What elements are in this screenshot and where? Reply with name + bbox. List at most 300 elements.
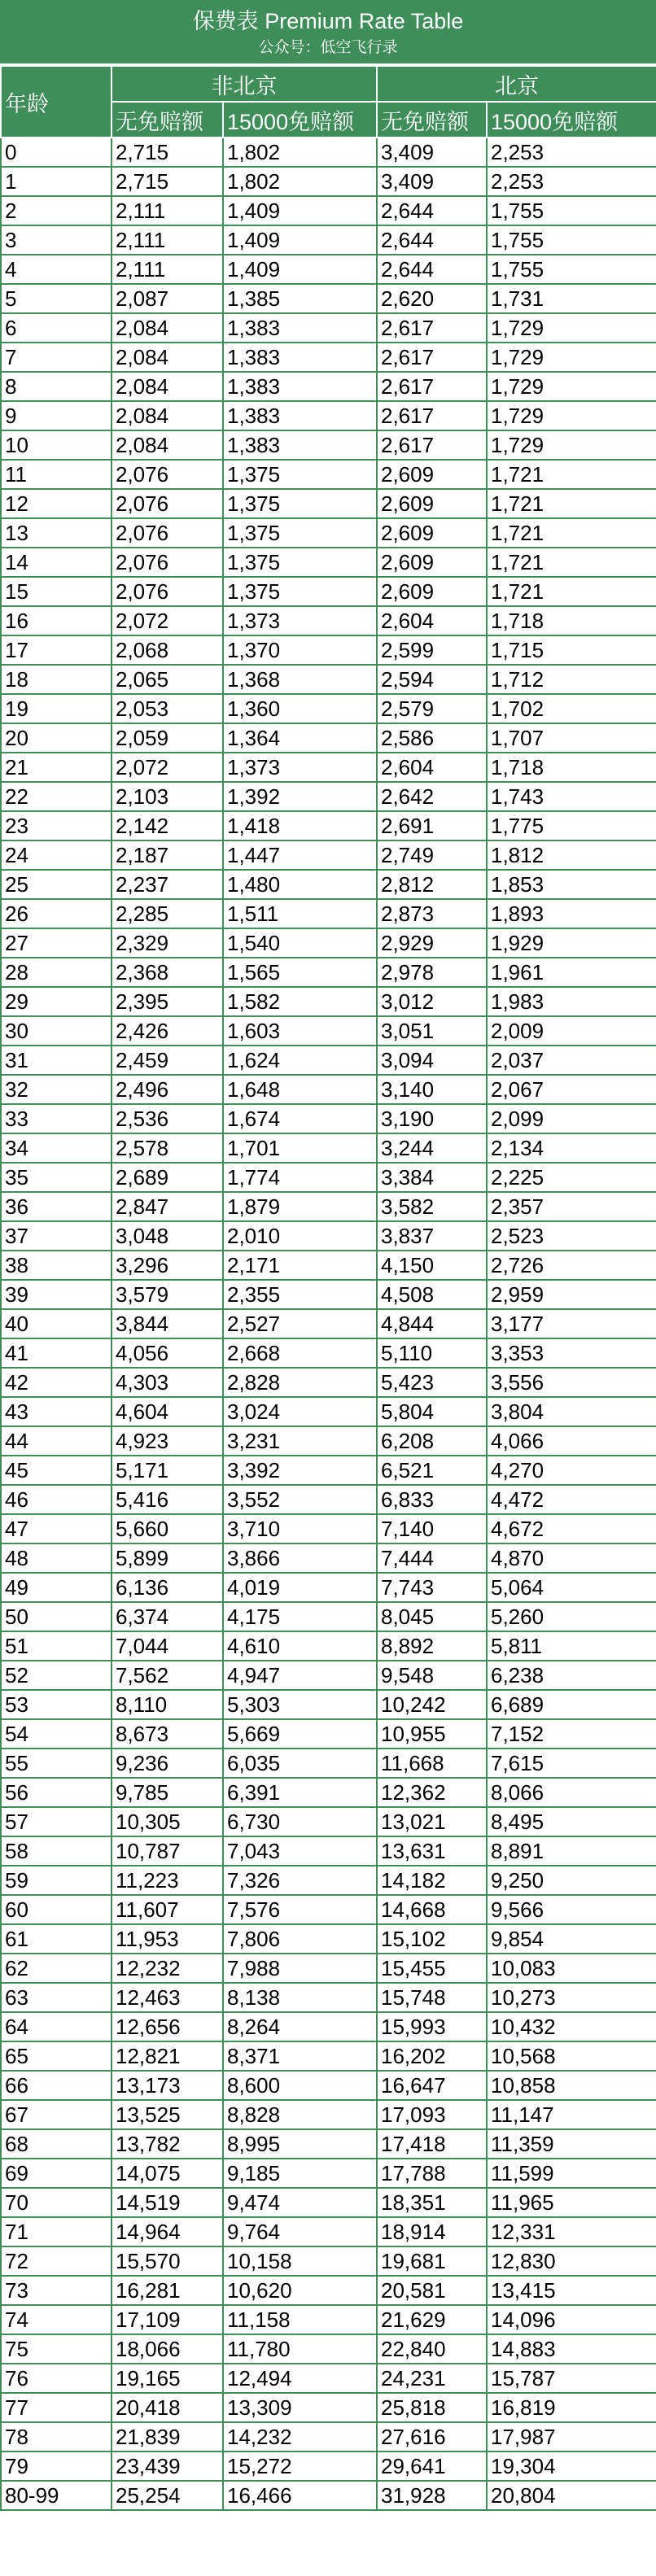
- beijing-15000-deductible-cell: 1,961: [487, 958, 656, 987]
- group-header-non-beijing: 非北京: [112, 66, 377, 102]
- beijing-15000-deductible-cell: 8,495: [487, 1807, 656, 1836]
- beijing-no-deductible-cell: 2,617: [377, 430, 487, 460]
- table-row: [1, 1778, 656, 1807]
- non-beijing-15000-deductible-cell: 9,764: [223, 2217, 377, 2246]
- beijing-15000-deductible-cell: 1,729: [487, 401, 656, 430]
- beijing-15000-deductible-cell: 7,152: [487, 1719, 656, 1749]
- non-beijing-no-deductible-cell: 19,165: [112, 2364, 223, 2393]
- table-row: [1, 1104, 656, 1133]
- non-beijing-15000-deductible-cell: 7,326: [223, 1866, 377, 1895]
- age-cell: 28: [1, 958, 112, 987]
- beijing-no-deductible-cell: 3,837: [377, 1221, 487, 1251]
- beijing-15000-deductible-cell: 10,083: [487, 1954, 656, 1983]
- table-row: [1, 1456, 656, 1485]
- beijing-15000-deductible-cell: 3,804: [487, 1397, 656, 1426]
- non-beijing-15000-deductible-cell: 1,368: [223, 665, 377, 694]
- beijing-15000-deductible-cell: 9,250: [487, 1866, 656, 1895]
- beijing-no-deductible-cell: 2,644: [377, 196, 487, 225]
- beijing-no-deductible-cell: 2,978: [377, 958, 487, 987]
- beijing-15000-deductible-cell: 1,755: [487, 225, 656, 255]
- beijing-no-deductible-cell: 3,409: [377, 138, 487, 167]
- beijing-15000-deductible-cell: 10,432: [487, 2012, 656, 2041]
- age-cell: 56: [1, 1778, 112, 1807]
- beijing-15000-deductible-cell: 3,177: [487, 1309, 656, 1338]
- beijing-no-deductible-cell: 7,140: [377, 1514, 487, 1543]
- age-cell: 30: [1, 1016, 112, 1046]
- table-row: [1, 1866, 656, 1895]
- non-beijing-no-deductible-cell: 14,964: [112, 2217, 223, 2246]
- table-row: [1, 782, 656, 811]
- beijing-no-deductible-cell: 18,351: [377, 2188, 487, 2217]
- beijing-no-deductible-cell: 2,617: [377, 313, 487, 343]
- age-cell: 12: [1, 489, 112, 518]
- table-header: [1, 66, 656, 138]
- table-row: [1, 1280, 656, 1309]
- age-cell: 6: [1, 313, 112, 343]
- table-row: [1, 1983, 656, 2012]
- age-cell: 36: [1, 1192, 112, 1221]
- non-beijing-15000-deductible-cell: 4,947: [223, 1661, 377, 1690]
- non-beijing-15000-deductible-cell: 16,466: [223, 2481, 377, 2510]
- non-beijing-15000-deductible-cell: 1,373: [223, 753, 377, 782]
- non-beijing-no-deductible-cell: 2,237: [112, 870, 223, 899]
- age-cell: 3: [1, 225, 112, 255]
- non-beijing-15000-deductible-cell: 1,375: [223, 460, 377, 489]
- non-beijing-no-deductible-cell: 4,923: [112, 1426, 223, 1456]
- non-beijing-15000-deductible-cell: 12,494: [223, 2364, 377, 2393]
- table-body: [1, 138, 656, 2510]
- non-beijing-15000-deductible-cell: 3,392: [223, 1456, 377, 1485]
- table-row: [1, 1924, 656, 1954]
- table-row: [1, 870, 656, 899]
- non-beijing-15000-deductible-cell: 1,603: [223, 1016, 377, 1046]
- non-beijing-15000-deductible-cell: 1,383: [223, 372, 377, 401]
- non-beijing-15000-deductible-cell: 1,373: [223, 606, 377, 635]
- table-row: [1, 225, 656, 255]
- age-cell: 47: [1, 1514, 112, 1543]
- beijing-no-deductible-cell: 3,094: [377, 1046, 487, 1075]
- non-beijing-no-deductible-cell: 2,076: [112, 548, 223, 577]
- beijing-no-deductible-cell: 2,617: [377, 401, 487, 430]
- beijing-15000-deductible-cell: 2,009: [487, 1016, 656, 1046]
- non-beijing-15000-deductible-cell: 13,309: [223, 2393, 377, 2422]
- non-beijing-no-deductible-cell: 3,048: [112, 1221, 223, 1251]
- beijing-no-deductible-cell: 7,444: [377, 1543, 487, 1573]
- non-beijing-15000-deductible-cell: 1,802: [223, 167, 377, 196]
- age-cell: 16: [1, 606, 112, 635]
- age-cell: 69: [1, 2159, 112, 2188]
- beijing-no-deductible-cell: 2,604: [377, 753, 487, 782]
- non-beijing-no-deductible-cell: 2,065: [112, 665, 223, 694]
- beijing-15000-deductible-cell: 9,566: [487, 1895, 656, 1924]
- non-beijing-15000-deductible-cell: 3,231: [223, 1426, 377, 1456]
- beijing-15000-deductible-cell: 8,066: [487, 1778, 656, 1807]
- age-cell: 39: [1, 1280, 112, 1309]
- beijing-no-deductible-cell: 3,244: [377, 1133, 487, 1163]
- age-cell: 2: [1, 196, 112, 225]
- age-cell: 40: [1, 1309, 112, 1338]
- beijing-no-deductible-cell: 5,110: [377, 1338, 487, 1368]
- beijing-15000-deductible-cell: 4,066: [487, 1426, 656, 1456]
- non-beijing-no-deductible-cell: 18,066: [112, 2334, 223, 2364]
- non-beijing-15000-deductible-cell: 1,418: [223, 811, 377, 840]
- beijing-no-deductible-cell: 14,668: [377, 1895, 487, 1924]
- beijing-no-deductible-cell: 19,681: [377, 2246, 487, 2276]
- table-row: [1, 1163, 656, 1192]
- non-beijing-15000-deductible-cell: 11,158: [223, 2305, 377, 2334]
- non-beijing-15000-deductible-cell: 5,669: [223, 1719, 377, 1749]
- table-row: [1, 1016, 656, 1046]
- table-row: [1, 1309, 656, 1338]
- table-row: [1, 723, 656, 753]
- beijing-no-deductible-cell: 2,873: [377, 899, 487, 928]
- table-row: [1, 284, 656, 313]
- non-beijing-15000-deductible-cell: 2,355: [223, 1280, 377, 1309]
- table-row: [1, 1543, 656, 1573]
- beijing-15000-deductible-cell: 1,718: [487, 606, 656, 635]
- age-cell: 45: [1, 1456, 112, 1485]
- non-beijing-15000-deductible-cell: 11,780: [223, 2334, 377, 2364]
- beijing-no-deductible-cell: 8,045: [377, 1602, 487, 1631]
- beijing-no-deductible-cell: 10,242: [377, 1690, 487, 1719]
- non-beijing-no-deductible-cell: 2,084: [112, 401, 223, 430]
- age-cell: 68: [1, 2129, 112, 2159]
- non-beijing-no-deductible-cell: 17,109: [112, 2305, 223, 2334]
- beijing-no-deductible-cell: 2,691: [377, 811, 487, 840]
- non-beijing-no-deductible-cell: 11,223: [112, 1866, 223, 1895]
- non-beijing-no-deductible-cell: 2,368: [112, 958, 223, 987]
- non-beijing-15000-deductible-cell: 1,447: [223, 840, 377, 870]
- non-beijing-no-deductible-cell: 13,525: [112, 2100, 223, 2129]
- non-beijing-15000-deductible-cell: 4,019: [223, 1573, 377, 1602]
- non-beijing-15000-deductible-cell: 1,392: [223, 782, 377, 811]
- beijing-15000-deductible-cell: 2,099: [487, 1104, 656, 1133]
- non-beijing-15000-deductible-cell: 8,600: [223, 2071, 377, 2100]
- table-row: [1, 2452, 656, 2481]
- age-cell: 55: [1, 1749, 112, 1778]
- age-cell: 9: [1, 401, 112, 430]
- age-cell: 67: [1, 2100, 112, 2129]
- beijing-no-deductible-cell: 15,455: [377, 1954, 487, 1983]
- non-beijing-no-deductible-cell: 2,187: [112, 840, 223, 870]
- beijing-no-deductible-cell: 15,993: [377, 2012, 487, 2041]
- age-cell: 4: [1, 255, 112, 284]
- table-row: [1, 196, 656, 225]
- age-cell: 35: [1, 1163, 112, 1192]
- table-row: [1, 1075, 656, 1104]
- beijing-no-deductible-cell: 17,093: [377, 2100, 487, 2129]
- age-cell: 62: [1, 1954, 112, 1983]
- table-row: [1, 577, 656, 606]
- table-row: [1, 430, 656, 460]
- beijing-15000-deductible-cell: 14,096: [487, 2305, 656, 2334]
- table-row: [1, 1749, 656, 1778]
- title-block: [0, 0, 656, 65]
- table-row: [1, 1690, 656, 1719]
- non-beijing-no-deductible-cell: 8,110: [112, 1690, 223, 1719]
- non-beijing-no-deductible-cell: 2,578: [112, 1133, 223, 1163]
- non-beijing-15000-deductible-cell: 6,391: [223, 1778, 377, 1807]
- beijing-15000-deductible-cell: 1,712: [487, 665, 656, 694]
- table-row: [1, 987, 656, 1016]
- non-beijing-15000-deductible-cell: 3,710: [223, 1514, 377, 1543]
- table-row: [1, 372, 656, 401]
- age-cell: 15: [1, 577, 112, 606]
- table-row: [1, 635, 656, 665]
- beijing-15000-deductible-cell: 2,037: [487, 1046, 656, 1075]
- table-row: [1, 548, 656, 577]
- age-cell: 41: [1, 1338, 112, 1368]
- beijing-no-deductible-cell: 2,620: [377, 284, 487, 313]
- column-header-age: 年龄: [1, 66, 112, 138]
- beijing-15000-deductible-cell: 4,472: [487, 1485, 656, 1514]
- age-cell: 21: [1, 753, 112, 782]
- non-beijing-no-deductible-cell: 12,821: [112, 2041, 223, 2071]
- beijing-15000-deductible-cell: 1,929: [487, 928, 656, 958]
- beijing-no-deductible-cell: 5,423: [377, 1368, 487, 1397]
- non-beijing-no-deductible-cell: 2,068: [112, 635, 223, 665]
- non-beijing-no-deductible-cell: 5,660: [112, 1514, 223, 1543]
- non-beijing-15000-deductible-cell: 1,409: [223, 196, 377, 225]
- beijing-15000-deductible-cell: 20,804: [487, 2481, 656, 2510]
- non-beijing-no-deductible-cell: 3,296: [112, 1251, 223, 1280]
- non-beijing-no-deductible-cell: 23,439: [112, 2452, 223, 2481]
- beijing-no-deductible-cell: 22,840: [377, 2334, 487, 2364]
- age-cell: 59: [1, 1866, 112, 1895]
- beijing-15000-deductible-cell: 17,987: [487, 2422, 656, 2452]
- beijing-no-deductible-cell: 7,743: [377, 1573, 487, 1602]
- beijing-15000-deductible-cell: 11,147: [487, 2100, 656, 2129]
- age-cell: 52: [1, 1661, 112, 1690]
- beijing-15000-deductible-cell: 1,755: [487, 255, 656, 284]
- table-row: [1, 665, 656, 694]
- table-row: [1, 1046, 656, 1075]
- non-beijing-15000-deductible-cell: 2,828: [223, 1368, 377, 1397]
- non-beijing-15000-deductible-cell: 7,576: [223, 1895, 377, 1924]
- beijing-no-deductible-cell: 13,631: [377, 1836, 487, 1866]
- non-beijing-no-deductible-cell: 5,899: [112, 1543, 223, 1573]
- non-beijing-15000-deductible-cell: 1,370: [223, 635, 377, 665]
- beijing-no-deductible-cell: 15,102: [377, 1924, 487, 1954]
- beijing-no-deductible-cell: 13,021: [377, 1807, 487, 1836]
- non-beijing-no-deductible-cell: 2,536: [112, 1104, 223, 1133]
- table-row: [1, 2334, 656, 2364]
- beijing-15000-deductible-cell: 2,253: [487, 138, 656, 167]
- beijing-no-deductible-cell: 21,629: [377, 2305, 487, 2334]
- age-cell: 37: [1, 1221, 112, 1251]
- beijing-no-deductible-cell: 5,804: [377, 1397, 487, 1426]
- age-cell: 19: [1, 694, 112, 723]
- column-header-beijing-15000-deductible: 15000免赔额: [487, 102, 656, 138]
- beijing-15000-deductible-cell: 14,883: [487, 2334, 656, 2364]
- beijing-no-deductible-cell: 2,599: [377, 635, 487, 665]
- age-cell: 26: [1, 899, 112, 928]
- beijing-no-deductible-cell: 3,140: [377, 1075, 487, 1104]
- beijing-no-deductible-cell: 3,582: [377, 1192, 487, 1221]
- beijing-no-deductible-cell: 8,892: [377, 1631, 487, 1661]
- non-beijing-15000-deductible-cell: 1,540: [223, 928, 377, 958]
- non-beijing-15000-deductible-cell: 8,138: [223, 1983, 377, 2012]
- beijing-15000-deductible-cell: 1,715: [487, 635, 656, 665]
- beijing-15000-deductible-cell: 4,270: [487, 1456, 656, 1485]
- non-beijing-15000-deductible-cell: 8,828: [223, 2100, 377, 2129]
- non-beijing-15000-deductible-cell: 1,385: [223, 284, 377, 313]
- age-cell: 17: [1, 635, 112, 665]
- beijing-15000-deductible-cell: 1,721: [487, 460, 656, 489]
- table-row: [1, 460, 656, 489]
- non-beijing-15000-deductible-cell: 3,552: [223, 1485, 377, 1514]
- non-beijing-no-deductible-cell: 6,136: [112, 1573, 223, 1602]
- beijing-no-deductible-cell: 2,617: [377, 372, 487, 401]
- beijing-15000-deductible-cell: 2,726: [487, 1251, 656, 1280]
- beijing-no-deductible-cell: 25,818: [377, 2393, 487, 2422]
- non-beijing-no-deductible-cell: 2,715: [112, 138, 223, 167]
- table-row: [1, 2159, 656, 2188]
- beijing-no-deductible-cell: 2,749: [377, 840, 487, 870]
- beijing-15000-deductible-cell: 10,568: [487, 2041, 656, 2071]
- age-cell: 22: [1, 782, 112, 811]
- non-beijing-15000-deductible-cell: 10,620: [223, 2276, 377, 2305]
- age-cell: 0: [1, 138, 112, 167]
- non-beijing-15000-deductible-cell: 2,527: [223, 1309, 377, 1338]
- beijing-no-deductible-cell: 2,609: [377, 460, 487, 489]
- non-beijing-no-deductible-cell: 20,418: [112, 2393, 223, 2422]
- beijing-no-deductible-cell: 12,362: [377, 1778, 487, 1807]
- non-beijing-15000-deductible-cell: 1,582: [223, 987, 377, 1016]
- non-beijing-no-deductible-cell: 2,084: [112, 313, 223, 343]
- beijing-15000-deductible-cell: 8,891: [487, 1836, 656, 1866]
- table-row: [1, 1602, 656, 1631]
- table-row: [1, 1661, 656, 1690]
- non-beijing-no-deductible-cell: 2,103: [112, 782, 223, 811]
- age-cell: 1: [1, 167, 112, 196]
- table-row: [1, 138, 656, 167]
- beijing-no-deductible-cell: 2,609: [377, 577, 487, 606]
- beijing-15000-deductible-cell: 11,599: [487, 2159, 656, 2188]
- non-beijing-no-deductible-cell: 2,111: [112, 225, 223, 255]
- beijing-no-deductible-cell: 4,508: [377, 1280, 487, 1309]
- beijing-no-deductible-cell: 3,051: [377, 1016, 487, 1046]
- beijing-15000-deductible-cell: 1,721: [487, 577, 656, 606]
- age-cell: 48: [1, 1543, 112, 1573]
- non-beijing-15000-deductible-cell: 7,043: [223, 1836, 377, 1866]
- beijing-no-deductible-cell: 2,594: [377, 665, 487, 694]
- age-cell: 50: [1, 1602, 112, 1631]
- beijing-15000-deductible-cell: 6,238: [487, 1661, 656, 1690]
- beijing-15000-deductible-cell: 11,359: [487, 2129, 656, 2159]
- non-beijing-15000-deductible-cell: 10,158: [223, 2246, 377, 2276]
- table-row: [1, 1251, 656, 1280]
- table-row: [1, 2100, 656, 2129]
- non-beijing-no-deductible-cell: 2,076: [112, 460, 223, 489]
- non-beijing-no-deductible-cell: 2,847: [112, 1192, 223, 1221]
- non-beijing-15000-deductible-cell: 15,272: [223, 2452, 377, 2481]
- non-beijing-15000-deductible-cell: 1,480: [223, 870, 377, 899]
- non-beijing-15000-deductible-cell: 6,035: [223, 1749, 377, 1778]
- beijing-15000-deductible-cell: 2,253: [487, 167, 656, 196]
- non-beijing-15000-deductible-cell: 1,774: [223, 1163, 377, 1192]
- table-row: [1, 1397, 656, 1426]
- age-cell: 5: [1, 284, 112, 313]
- non-beijing-no-deductible-cell: 12,656: [112, 2012, 223, 2041]
- beijing-no-deductible-cell: 3,384: [377, 1163, 487, 1192]
- beijing-no-deductible-cell: 3,409: [377, 167, 487, 196]
- age-cell: 80-99: [1, 2481, 112, 2510]
- non-beijing-15000-deductible-cell: 1,565: [223, 958, 377, 987]
- table-row: [1, 2393, 656, 2422]
- beijing-15000-deductible-cell: 1,729: [487, 372, 656, 401]
- non-beijing-no-deductible-cell: 11,953: [112, 1924, 223, 1954]
- age-cell: 58: [1, 1836, 112, 1866]
- table-row: [1, 167, 656, 196]
- age-cell: 31: [1, 1046, 112, 1075]
- age-cell: 77: [1, 2393, 112, 2422]
- table-row: [1, 2041, 656, 2071]
- non-beijing-no-deductible-cell: 14,075: [112, 2159, 223, 2188]
- non-beijing-15000-deductible-cell: 1,511: [223, 899, 377, 928]
- non-beijing-15000-deductible-cell: 9,185: [223, 2159, 377, 2188]
- non-beijing-no-deductible-cell: 10,787: [112, 1836, 223, 1866]
- beijing-no-deductible-cell: 2,604: [377, 606, 487, 635]
- non-beijing-15000-deductible-cell: 6,730: [223, 1807, 377, 1836]
- beijing-no-deductible-cell: 18,914: [377, 2217, 487, 2246]
- non-beijing-no-deductible-cell: 10,305: [112, 1807, 223, 1836]
- non-beijing-no-deductible-cell: 2,142: [112, 811, 223, 840]
- beijing-no-deductible-cell: 15,748: [377, 1983, 487, 2012]
- beijing-15000-deductible-cell: 1,731: [487, 284, 656, 313]
- beijing-15000-deductible-cell: 1,812: [487, 840, 656, 870]
- beijing-15000-deductible-cell: 1,983: [487, 987, 656, 1016]
- non-beijing-15000-deductible-cell: 4,175: [223, 1602, 377, 1631]
- non-beijing-no-deductible-cell: 2,459: [112, 1046, 223, 1075]
- beijing-no-deductible-cell: 16,202: [377, 2041, 487, 2071]
- non-beijing-no-deductible-cell: 14,519: [112, 2188, 223, 2217]
- table-row: [1, 899, 656, 928]
- non-beijing-15000-deductible-cell: 1,364: [223, 723, 377, 753]
- beijing-15000-deductible-cell: 2,225: [487, 1163, 656, 1192]
- table-row: [1, 2217, 656, 2246]
- beijing-no-deductible-cell: 2,586: [377, 723, 487, 753]
- age-cell: 63: [1, 1983, 112, 2012]
- age-cell: 44: [1, 1426, 112, 1456]
- age-cell: 76: [1, 2364, 112, 2393]
- beijing-no-deductible-cell: 27,616: [377, 2422, 487, 2452]
- beijing-15000-deductible-cell: 10,858: [487, 2071, 656, 2100]
- age-cell: 7: [1, 343, 112, 372]
- age-cell: 43: [1, 1397, 112, 1426]
- beijing-15000-deductible-cell: 3,556: [487, 1368, 656, 1397]
- beijing-no-deductible-cell: 4,844: [377, 1309, 487, 1338]
- non-beijing-no-deductible-cell: 9,785: [112, 1778, 223, 1807]
- non-beijing-no-deductible-cell: 2,084: [112, 343, 223, 372]
- beijing-15000-deductible-cell: 1,893: [487, 899, 656, 928]
- non-beijing-15000-deductible-cell: 1,409: [223, 255, 377, 284]
- beijing-no-deductible-cell: 2,617: [377, 343, 487, 372]
- non-beijing-no-deductible-cell: 21,839: [112, 2422, 223, 2452]
- table-row: [1, 401, 656, 430]
- beijing-15000-deductible-cell: 2,067: [487, 1075, 656, 1104]
- non-beijing-15000-deductible-cell: 3,024: [223, 1397, 377, 1426]
- table-row: [1, 518, 656, 548]
- non-beijing-no-deductible-cell: 2,111: [112, 255, 223, 284]
- table-row: [1, 2422, 656, 2452]
- non-beijing-15000-deductible-cell: 3,866: [223, 1543, 377, 1573]
- beijing-no-deductible-cell: 2,609: [377, 548, 487, 577]
- beijing-no-deductible-cell: 2,579: [377, 694, 487, 723]
- column-header-beijing-no-deductible: 无免赔额: [377, 102, 487, 138]
- beijing-15000-deductible-cell: 12,830: [487, 2246, 656, 2276]
- non-beijing-no-deductible-cell: 2,076: [112, 489, 223, 518]
